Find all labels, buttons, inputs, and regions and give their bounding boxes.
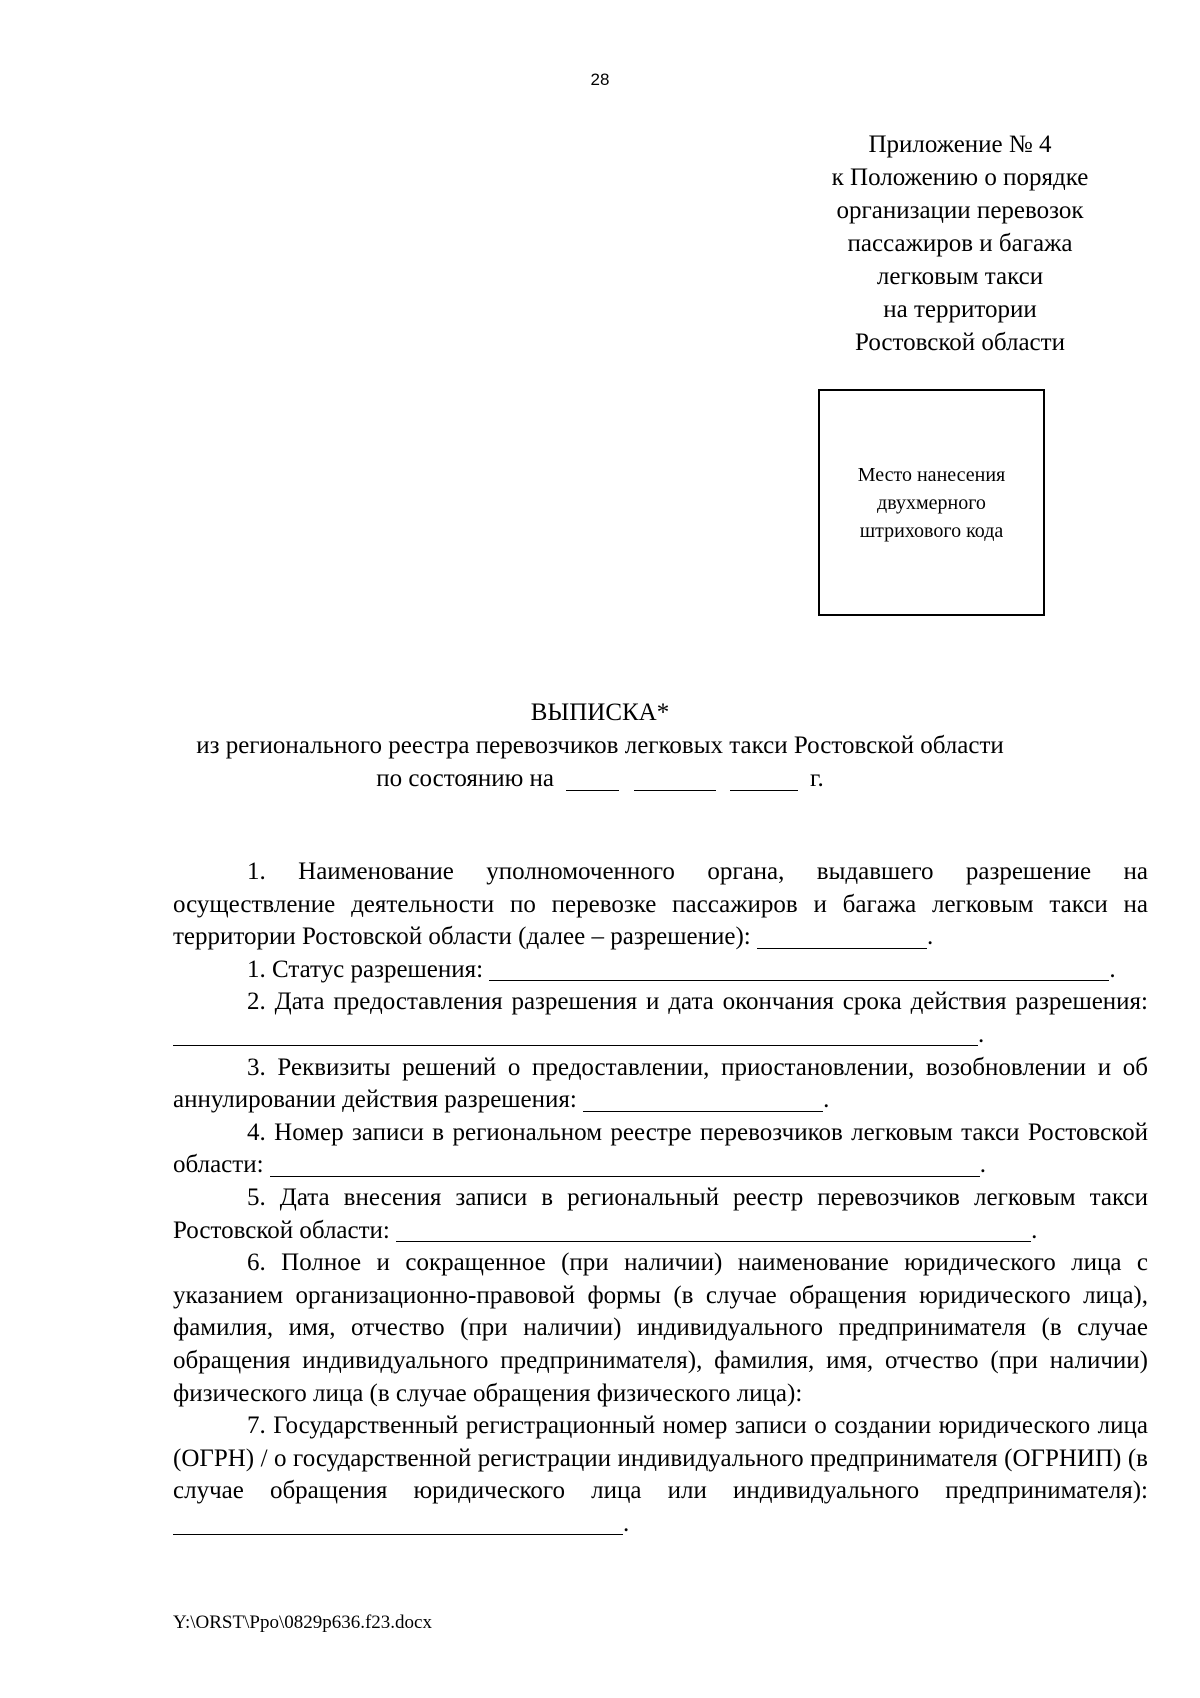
item-text: 2. Дата предоставления разрешения и дата окончания срока действия разрешения: xyxy=(247,988,1148,1016)
footer-file-path: Y:\ORST\Ppo\0829p636.f23.docx xyxy=(173,1612,432,1633)
item-text: 1. Статус разрешения: xyxy=(247,955,484,983)
fill-blank xyxy=(396,1216,1031,1242)
fill-blank xyxy=(489,955,1109,981)
appendix-header xyxy=(790,128,1130,359)
item-4: 4. Номер записи в региональном реестре перевозчиков легковым такси Ростовской области: . xyxy=(173,1118,1148,1179)
title-subtitle: из регионального реестра перевозчиков легковых такси Ростовской области xyxy=(196,732,1004,759)
barcode-line: Место нанесения xyxy=(857,463,1006,486)
fill-blank xyxy=(583,1086,823,1112)
fill-blank xyxy=(757,923,927,949)
fill-blank xyxy=(270,1151,980,1177)
item-text: 4. Номер записи в региональном реестре перевозчиков легковым такси Ростовской области: xyxy=(173,1118,1148,1179)
document-title xyxy=(0,696,1200,795)
appendix-line: на территории xyxy=(883,296,1037,323)
date-day-blank xyxy=(566,765,619,791)
item-5: 5. Дата внесения записи в региональный реестр перевозчиков легковым такси Ростовской области: . xyxy=(173,1183,1148,1244)
item-1: 1. Наименование уполномоченного органа, выдавшего разрешение на осуществление деятельности по перевозке пассажиров и багажа легковым такси на территории Ростовской области (далее – разрешение): . xyxy=(173,858,1148,951)
date-prefix: по состоянию на xyxy=(376,765,555,792)
barcode-placeholder-text xyxy=(858,461,1006,545)
item-status: 1. Статус разрешения: . xyxy=(247,955,1116,983)
date-year-blank xyxy=(730,765,798,791)
item-2: 2. Дата предоставления разрешения и дата окончания срока действия разрешения: . xyxy=(173,986,1148,1051)
item-3: 3. Реквизиты решений о предоставлении, приостановлении, возобновлении и об аннулировании действия разрешения: . xyxy=(173,1053,1148,1114)
item-text: 3. Реквизиты решений о предоставлении, приостановлении, возобновлении и об аннулировании действия разрешения: xyxy=(173,1053,1148,1114)
fill-blank xyxy=(173,1020,978,1046)
item-text: 1. Наименование уполномоченного органа, выдавшего разрешение на осуществление деятельности по перевозке пассажиров и багажа легковым такси на территории Ростовской области (далее – разрешение): xyxy=(173,858,1148,951)
appendix-line: Приложение № 4 xyxy=(868,131,1052,158)
title-heading: ВЫПИСКА* xyxy=(530,699,670,726)
item-text: 6. Полное и сокращенное (при наличии) наименование юридического лица с указанием организационно-правовой формы (в случае обращения юридического лица), фамилия, имя, отчество (при наличии) индивидуального предпринимателя (в случае обращения индивидуального предпринимателя), фамилия, имя, отчество (при наличии) физического лица (в случае обращения физического лица): xyxy=(173,1249,1148,1407)
appendix-line: пассажиров и багажа xyxy=(847,230,1073,257)
appendix-line: легковым такси xyxy=(876,263,1044,290)
barcode-line: двухмерного xyxy=(877,491,986,514)
item-text: 5. Дата внесения записи в региональный реестр перевозчиков легковым такси Ростовской области: xyxy=(173,1183,1148,1244)
date-suffix: г. xyxy=(810,765,824,792)
item-6 xyxy=(173,1247,1148,1410)
page-number: 28 xyxy=(590,70,610,89)
item-text: 7. Государственный регистрационный номер записи о создании юридического лица (ОГРН) / о государственной регистрации индивидуального предпринимателя (ОГРНИП) (в случае обращения юридического лица или индивидуального предпринимателя): xyxy=(173,1412,1148,1505)
appendix-line: к Положению о порядке xyxy=(831,164,1089,191)
barcode-line: штрихового кода xyxy=(859,519,1004,542)
item-7: 7. Государственный регистрационный номер записи о создании юридического лица (ОГРН) / о государственной регистрации индивидуального предпринимателя (ОГРНИП) (в случае обращения юридического лица или индивидуального предпринимателя): . xyxy=(173,1412,1148,1537)
appendix-line: организации перевозок xyxy=(836,197,1084,224)
appendix-line: Ростовской области xyxy=(855,329,1065,356)
date-month-blank xyxy=(634,765,716,791)
barcode-placeholder-box xyxy=(818,389,1045,616)
fill-blank xyxy=(173,1509,623,1535)
title-date-line xyxy=(0,762,1200,795)
document-body xyxy=(173,856,1148,1540)
